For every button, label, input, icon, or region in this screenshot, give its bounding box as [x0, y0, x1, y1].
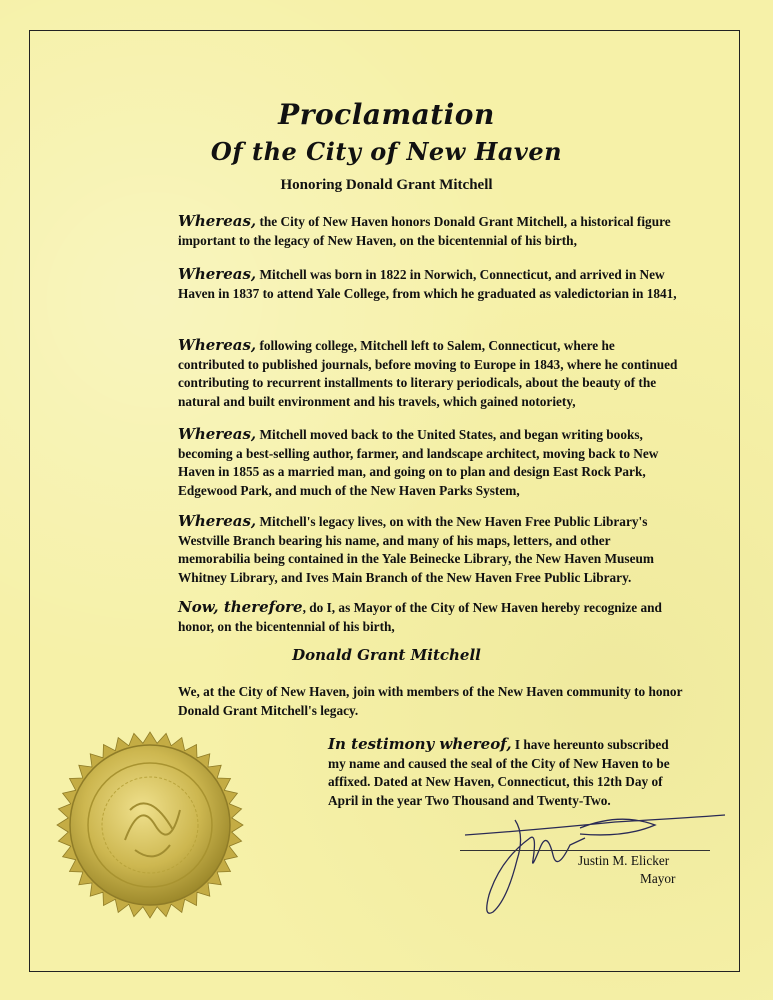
paragraph-text: the City of New Haven honors Donald Grant Mitchell, a historical figure important to the legacy of New Haven, on the bicentennial of his birth, — [178, 214, 671, 248]
paragraph-lead: Whereas, — [178, 425, 257, 443]
city-seal-icon — [55, 730, 245, 920]
honoree-name: Donald Grant Mitchell — [292, 646, 481, 664]
whereas-paragraph-5 — [178, 512, 683, 587]
now-therefore-paragraph — [178, 598, 683, 636]
whereas-paragraph-2 — [178, 265, 683, 303]
signer-block — [578, 852, 675, 888]
honoring-line: Honoring Donald Grant Mitchell — [280, 177, 493, 193]
paragraph-text: Mitchell moved back to the United States, and began writing books, becoming a best-selling author, farmer, and landscape architect, moving back to New Haven in 1855 as a married man, and going on to plan and design East Rock Park, Edgewood Park, and much of the New Haven Parks System, — [178, 427, 659, 498]
whereas-paragraph-1 — [178, 212, 683, 250]
paragraph-lead: Whereas, — [178, 265, 257, 283]
signer-name: Justin M. Elicker — [578, 853, 670, 868]
paragraph-lead: Whereas, — [178, 512, 257, 530]
proclamation-subtitle: Of the City of New Haven — [210, 137, 563, 166]
testimony-lead: In testimony whereof, — [328, 735, 512, 753]
whereas-paragraph-3 — [178, 336, 683, 411]
testimony-paragraph — [328, 735, 688, 810]
paragraph-lead: Whereas, — [178, 212, 257, 230]
paragraph-lead: Now, therefore — [178, 598, 303, 616]
testimony-text: I have hereunto subscribed my name and caused the seal of the City of New Haven to be affixed. Dated at New Haven, Connecticut, this 12th Day of April in the year Two Thousand and Twenty-Two. — [328, 737, 670, 808]
closing-paragraph: We, at the City of New Haven, join with members of the New Haven community to honor Donald Grant Mitchell's legacy. — [178, 684, 683, 718]
paragraph-text: , do I, as Mayor of the City of New Haven hereby recognize and honor, on the bicentennial of his birth, — [178, 600, 662, 634]
paragraph-text: following college, Mitchell left to Salem, Connecticut, where he contributed to published journals, before moving to Europe in 1843, where he continued contributing to recurrent installments to literary periodicals, about the beauty of the natural and built environment and his travels, which gained notoriety, — [178, 338, 678, 409]
paragraph-text: Mitchell was born in 1822 in Norwich, Connecticut, and arrived in New Haven in 1837 to attend Yale College, from which he graduated as valedictorian in 1841, — [178, 267, 677, 301]
paragraph-lead: Whereas, — [178, 336, 257, 354]
whereas-paragraph-4 — [178, 425, 683, 500]
proclamation-title: Proclamation — [278, 98, 495, 131]
signer-role: Mayor — [640, 871, 676, 886]
signature-line — [460, 850, 710, 851]
paragraph-text: Mitchell's legacy lives, on with the New Haven Free Public Library's Westville Branch bearing his name, and many of his maps, letters, and other memorabilia being contained in the Yale Beinecke Library, the New Haven Museum Whitney Library, and Ives Main Branch of the New Haven Free Public Library. — [178, 514, 654, 585]
